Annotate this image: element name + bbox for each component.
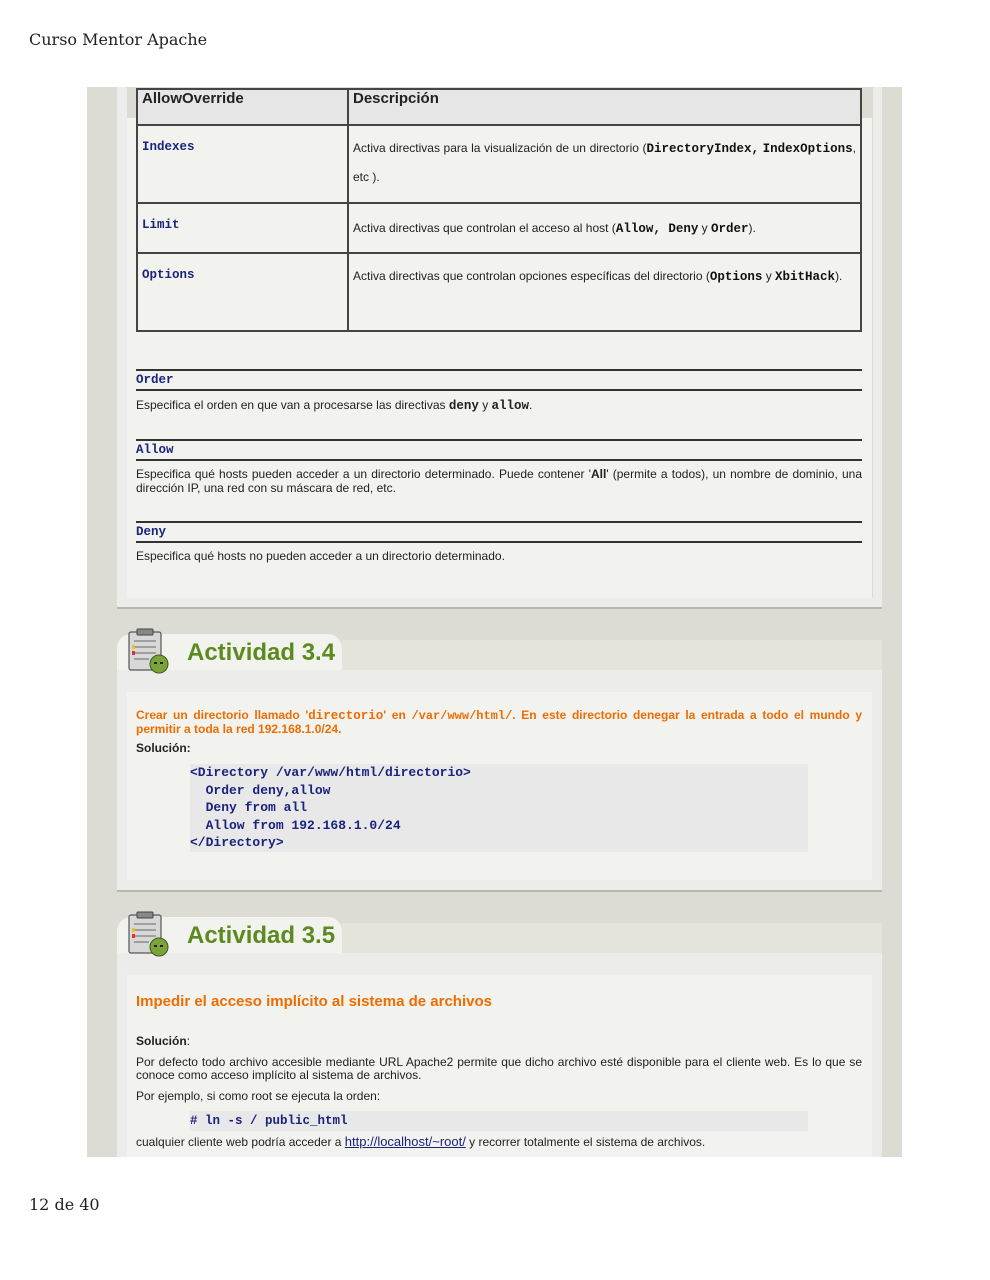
code-line: </Directory> [190,835,284,850]
code-block [190,764,808,852]
table-cell-key: Limit [137,203,348,253]
command-block [190,1111,808,1131]
column-header-descripcion: Descripción [348,89,861,125]
table-row [137,253,861,331]
table-cell-key: Indexes [137,125,348,203]
table-row [137,125,861,203]
paragraph: Por ejemplo, si como root se ejecuta la orden: [136,1089,381,1103]
def-text-order: Especifica el orden en que van a procesarse las directivas deny y allow. [136,398,533,413]
column-header-allowoverride: AllowOverride [137,89,348,125]
table-cell-desc: Activa directivas que controlan opciones específicas del directorio (Options y XbitHack). [348,253,861,331]
activity-title: Actividad 3.4 [187,639,336,666]
code-line: Deny from all [190,800,308,815]
clipboard-activity-icon [127,911,173,957]
code-line: Allow from 192.168.1.0/24 [190,817,401,833]
section-divider [117,890,882,892]
def-title-order: Order [136,369,862,391]
solution-label: Solución: [136,1034,191,1048]
code-line: Order deny,allow [190,782,331,798]
table-cell-desc: Activa directivas para la visualización de un directorio (DirectoryIndex, IndexOptions, etc ). [348,125,861,203]
table-header-row [137,89,861,125]
paragraph: Por defecto todo archivo accesible mediante URL Apache2 permite que dicho archivo esté disponible para el cliente web. Es lo que se conoce como acceso implícito al sistema de archivos. [136,1055,862,1082]
command-line: # ln -s / public_html [190,1114,348,1128]
solution-label: Solución: [136,741,191,755]
table-cell-key: Options [137,253,348,331]
def-text-deny: Especifica qué hosts no pueden acceder a un directorio determinado. [136,549,505,563]
table-cell-desc: Activa directivas que controlan el acceso al host (Allow, Deny y Order). [348,203,861,253]
activity-question: Crear un directorio llamado 'directorio' en /var/www/html/. En este directorio denegar la entrada a todo el mundo y permitir a toda la red 192.168.1.0/24. [136,708,863,736]
def-title-deny: Deny [136,521,862,543]
activity-subtitle: Impedir el acceso implícito al sistema de archivos [136,993,492,1010]
section-divider [117,607,882,609]
localhost-root-link[interactable]: http://localhost/~root/ [344,1134,466,1149]
table-row [137,203,861,253]
code-line: <Directory /var/www/html/directorio> [190,765,471,780]
allowoverride-table [136,88,862,332]
clipboard-activity-icon [127,628,173,674]
paragraph: cualquier cliente web podría acceder a http://localhost/~root/ y recorrer totalmente el sistema de archivos. [136,1134,706,1149]
def-text-allow: Especifica qué hosts pueden acceder a un directorio determinado. Puede contener 'All' (permite a todos), un nombre de dominio, una dirección IP, una red con su máscara de red, etc. [136,467,862,495]
def-title-allow: Allow [136,439,862,461]
page-number: 12 de 40 [29,1195,100,1214]
page-header: Curso Mentor Apache [29,30,208,49]
activity-title: Actividad 3.5 [187,922,336,949]
